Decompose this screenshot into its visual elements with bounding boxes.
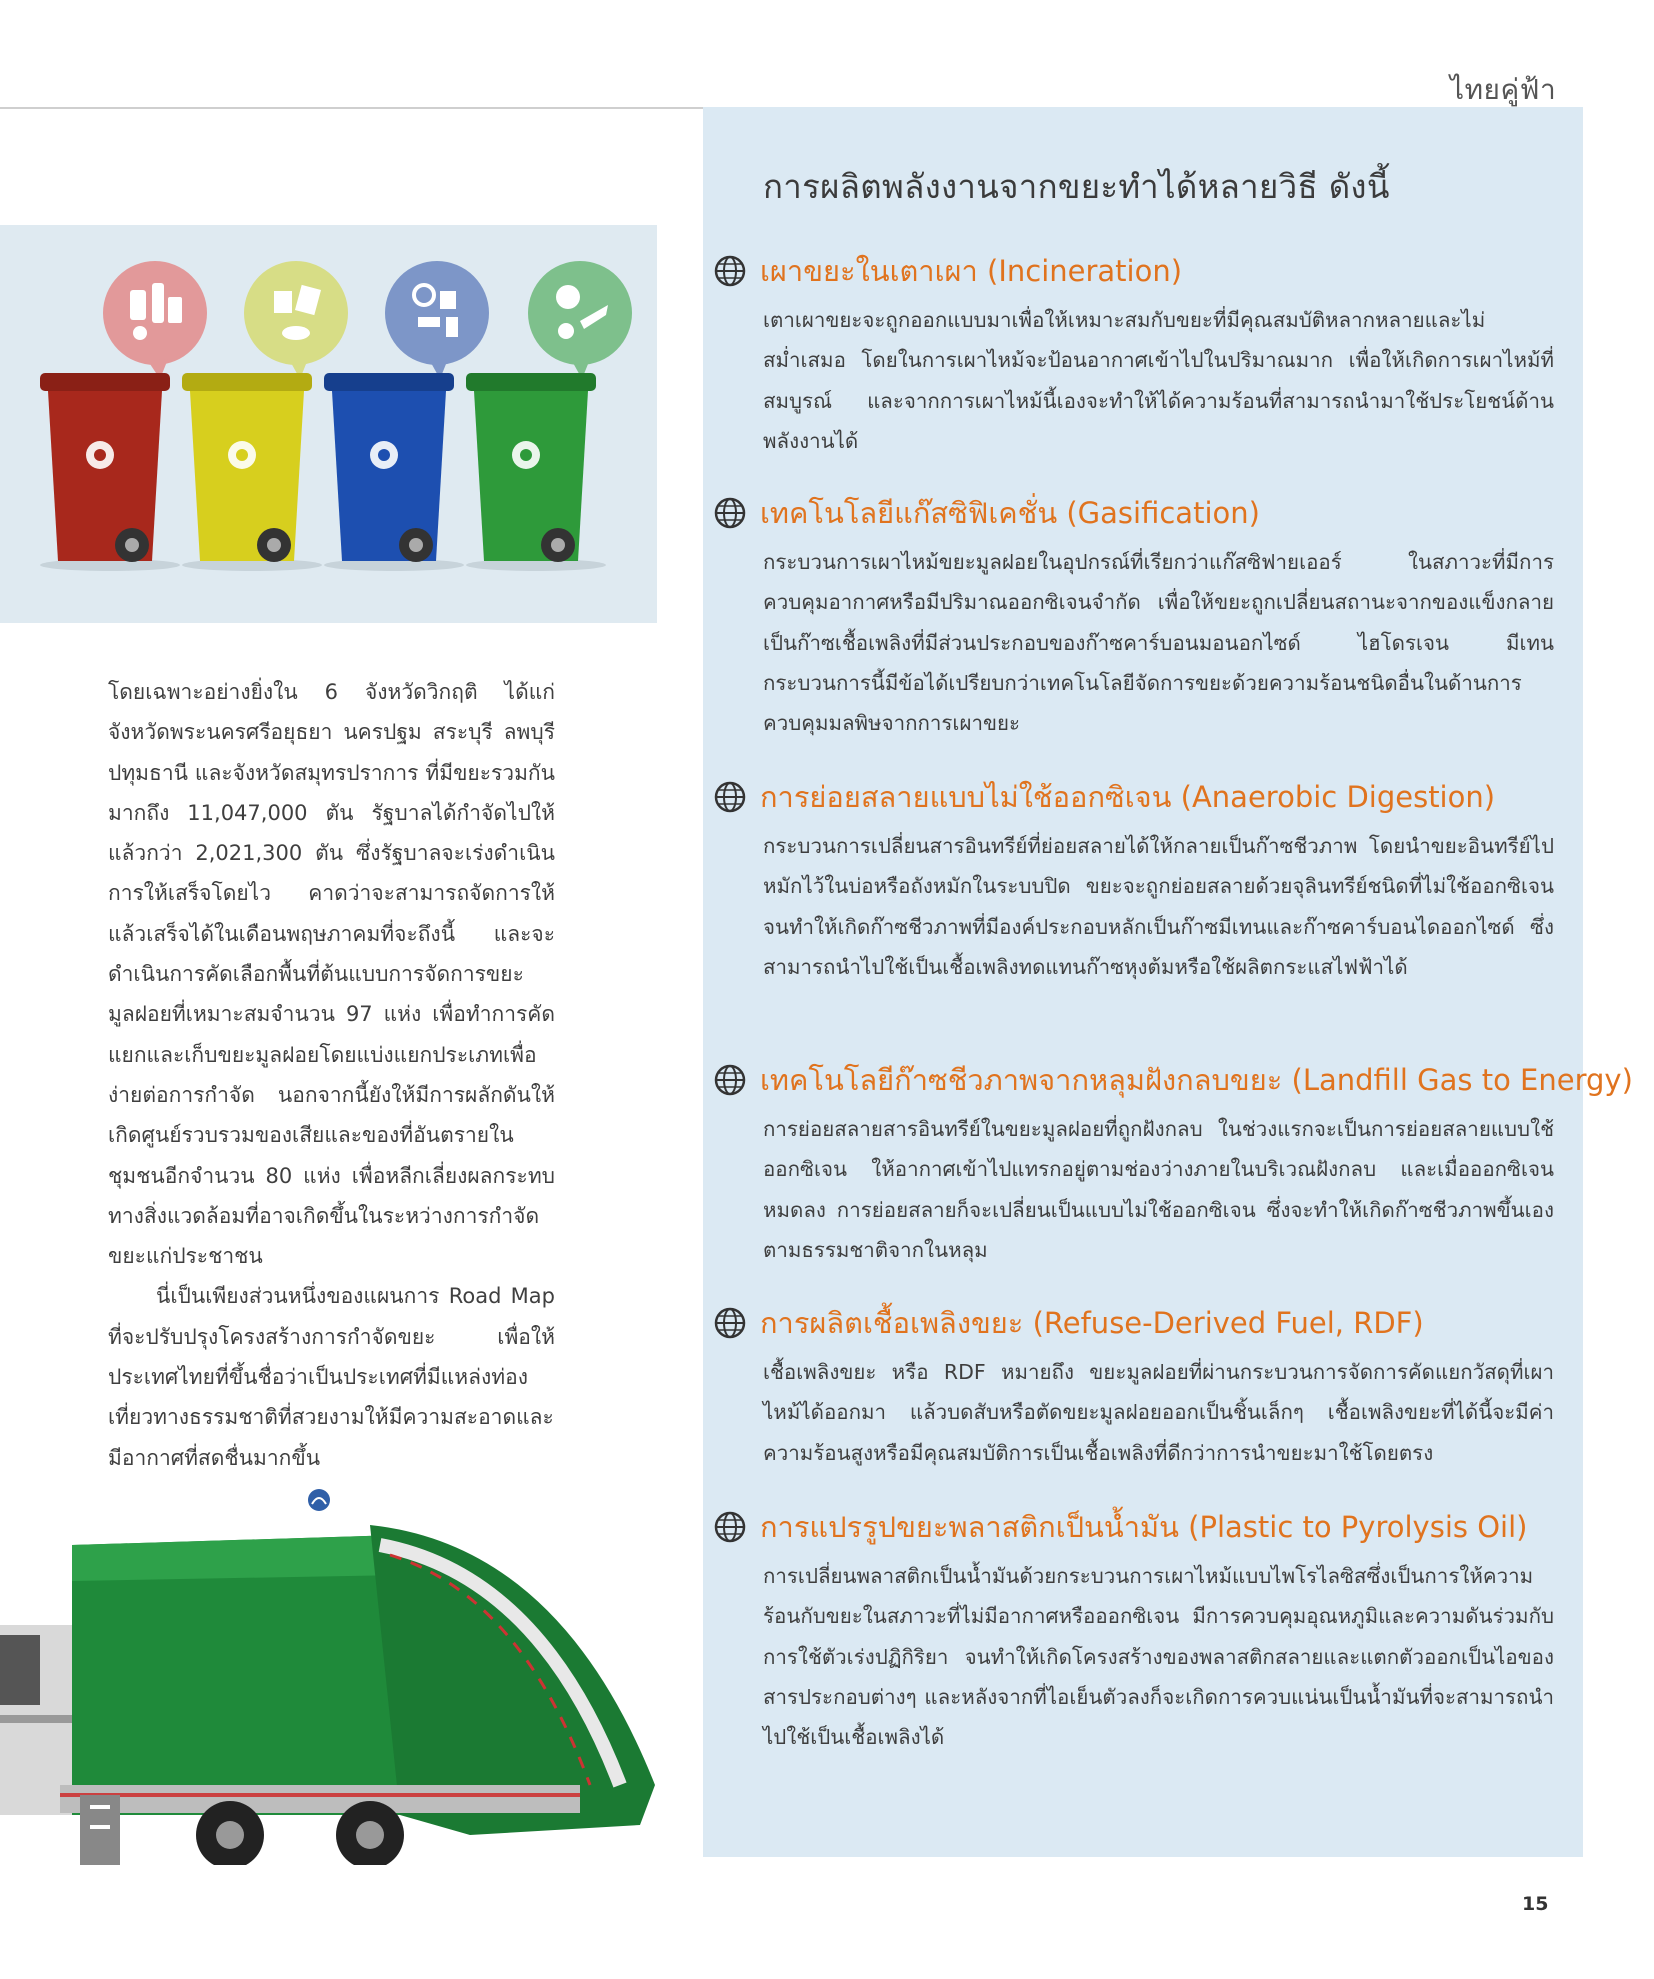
top-divider <box>0 107 703 109</box>
globe-icon <box>714 1307 746 1339</box>
section-body: เตาเผาขยะจะถูกออกแบบมาเพื่อให้เหมาะสมกับขยะที่มีคุณสมบัติหลากหลายและไม่สม่ำเสมอ โดยในการเผาไหม้จะป้อนอากาศเข้าไปในปริมาณมาก เพื่อให้เกิดการเผาไหม้ที่สมบูรณ์ และจากการเผาไหม้นี้เองจะทำให้ได้ความร้อนที่สามารถนำมาใช้ประโยชน์ด้านพลังงานได้ <box>763 308 1554 453</box>
globe-icon <box>714 1511 746 1543</box>
section-plastic-to-oil <box>714 1504 1554 1757</box>
section-title: เผาขยะในเตาเผา (Incineration) <box>760 254 1183 288</box>
globe-icon <box>714 781 746 813</box>
page-number: 15 <box>1522 1893 1549 1915</box>
waste-bubble-green <box>528 261 632 379</box>
section-title: เทคโนโลยีก๊าซชีวภาพจากหลุมฝังกลบขยะ (Landfill Gas to Energy) <box>760 1063 1633 1097</box>
section-body: การย่อยสลายสารอินทรีย์ในขยะมูลฝอยที่ถูกฝังกลบ ในช่วงแรกจะเป็นการย่อยสลายแบบใช้ออกซิเจน ให้อากาศเข้าไปแทรกอยู่ตามช่องว่างภายในบริเวณฝังกลบ และเมื่อออกซิเจนหมดลง การย่อยสลายก็จะเปลี่ยนเป็นแบบไม่ใช้ออกซิเจน ซึ่งจะทำให้เกิดก๊าซชีวภาพขึ้นเองตามธรรมชาติจากในหลุม <box>763 1117 1554 1262</box>
panel-heading: การผลิตพลังงานจากขยะทำได้หลายวิธี ดังนี้ <box>763 167 1390 206</box>
bin-yellow <box>182 373 322 571</box>
section-incineration <box>714 248 1554 461</box>
section-body: กระบวนการเผาไหม้ขยะมูลฝอยในอุปกรณ์ที่เรียกว่าแก๊สซิฟายเออร์ ในสภาวะที่มีการควบคุมอากาศหรือมีปริมาณออกซิเจนจำกัด เพื่อให้ขยะถูกเปลี่ยนสถานะจากของแข็งกลายเป็นก๊าซเชื้อเพลิงที่มีส่วนประกอบของก๊าซคาร์บอนมอนอกไซด์ ไฮโดรเจน มีเทน กระบวนการนี้มีข้อได้เปรียบกว่าเทคโนโลยีจัดการขยะด้วยความร้อนชนิดอื่นในด้านการควบคุมมลพิษจากการเผาขยะ <box>763 550 1554 736</box>
waste-bubble-yellow <box>244 261 348 379</box>
garbage-truck-graphic <box>0 1485 700 1865</box>
section-landfill-gas <box>714 1057 1633 1270</box>
bin-red <box>40 373 180 571</box>
left-paragraph-2: นี่เป็นเพียงส่วนหนึ่งของแผนการ Road Map ที่จะปรับปรุงโครงสร้างการกำจัดขยะ เพื่อให้ประเทศไทยที่ขึ้นชื่อว่าเป็นประเทศที่มีแหล่งท่องเที่ยวทางธรรมชาติที่สวยงามให้มีความสะอาดและมีอากาศที่สดชื่นมากขึ้น <box>108 1284 555 1470</box>
left-article-text <box>108 672 555 1478</box>
recycling-bins-illustration <box>0 225 657 623</box>
globe-icon <box>714 497 746 529</box>
globe-icon <box>714 255 746 287</box>
section-title: การผลิตเชื้อเพลิงขยะ (Refuse-Derived Fuel, RDF) <box>760 1306 1424 1340</box>
section-title: การแปรรูปขยะพลาสติกเป็นน้ำมัน (Plastic to Pyrolysis Oil) <box>760 1510 1528 1544</box>
bin-blue <box>324 373 464 571</box>
section-body: เชื้อเพลิงขยะ หรือ RDF หมายถึง ขยะมูลฝอยที่ผ่านกระบวนการจัดการคัดแยกวัสดุที่เผาไหม้ได้ออกมา แล้วบดสับหรือตัดขยะมูลฝอยออกเป็นชิ้นเล็กๆ เชื้อเพลิงขยะที่ได้นี้จะมีค่าความร้อนสูงหรือมีคุณสมบัติการเป็นเชื้อเพลิงที่ดีกว่าการนำขยะมาใช้โดยตรง <box>763 1360 1554 1465</box>
bin-green <box>466 373 606 571</box>
globe-icon <box>714 1064 746 1096</box>
section-rdf <box>714 1300 1554 1473</box>
left-paragraph-1: โดยเฉพาะอย่างยิ่งใน 6 จังหวัดวิกฤติ ได้แก่ จังหวัดพระนครศรีอยุธยา นครปฐม สระบุรี ลพบุรี ปทุมธานี และจังหวัดสมุทรปราการ ที่มีขยะรวมกันมากถึง 11,047,000 ตัน รัฐบาลได้กำจัดไปให้แล้วกว่า 2,021,300 ตัน ซึ่งรัฐบาลจะเร่งดำเนินการให้เสร็จโดยไว คาดว่าจะสามารถจัดการให้แล้วเสร็จได้ในเดือนพฤษภาคมที่จะถึงนี้ และจะดำเนินการคัดเลือกพื้นที่ต้นแบบการจัดการขยะมูลฝอยที่เหมาะสมจำนวน 97 แห่ง เพื่อทำการคัดแยกและเก็บขยะมูลฝอยโดยแบ่งแยกประเภทเพื่อง่ายต่อการกำจัด นอกจากนี้ยังให้มีการผลักดันให้เกิดศูนย์รวบรวมของเสียและของที่อันตรายในชุมชนอีกจำนวน 80 แห่ง เพื่อหลีกเลี่ยงผลกระทบทางสิ่งแวดล้อมที่อาจเกิดขึ้นในระหว่างการกำจัดขยะแก่ประชาชน <box>108 680 555 1269</box>
section-gasification <box>714 490 1554 743</box>
section-body: การเปลี่ยนพลาสติกเป็นน้ำมันด้วยกระบวนการเผาไหม้แบบไพโรไลซิสซึ่งเป็นการให้ความร้อนกับขยะในสภาวะที่ไม่มีอากาศหรือออกซิเจน มีการควบคุมอุณหภูมิและความดันร่วมกับการใช้ตัวเร่งปฏิกิริยา จนทำให้เกิดโครงสร้างของพลาสติกสลายและแตกตัวออกเป็นไอของสารประกอบต่างๆ และหลังจากที่ไอเย็นตัวลงก็จะเกิดการควบแน่นเป็นน้ำมันที่จะสามารถนำไปใช้เป็นเชื้อเพลิงได้ <box>763 1564 1554 1750</box>
waste-bubble-blue <box>385 261 489 379</box>
section-body: กระบวนการเปลี่ยนสารอินทรีย์ที่ย่อยสลายได้ให้กลายเป็นก๊าซชีวภาพ โดยนำขยะอินทรีย์ไปหมักไว้ในบ่อหรือถังหมักในระบบปิด ขยะจะถูกย่อยสลายด้วยจุลินทรีย์ชนิดที่ไม่ใช้ออกซิเจนจนทำให้เกิดก๊าซชีวภาพที่มีองค์ประกอบหลักเป็นก๊าซมีเทนและก๊าซคาร์บอนไดออกไซด์ ซึ่งสามารถนำไปใช้เป็นเชื้อเพลิงทดแทนก๊าซหุงต้มหรือใช้ผลิตกระแสไฟฟ้าได้ <box>763 834 1554 979</box>
section-title: การย่อยสลายแบบไม่ใช้ออกซิเจน (Anaerobic Digestion) <box>760 780 1496 814</box>
garbage-truck-illustration <box>0 1485 700 1869</box>
section-title: เทคโนโลยีแก๊สซิฟิเคชั่น (Gasification) <box>760 496 1260 530</box>
waste-bubble-red <box>103 261 207 379</box>
section-anaerobic-digestion <box>714 774 1554 987</box>
publication-brand: ไทยคู่ฟ้า <box>1450 73 1557 106</box>
recycling-bins-graphic <box>0 225 657 623</box>
